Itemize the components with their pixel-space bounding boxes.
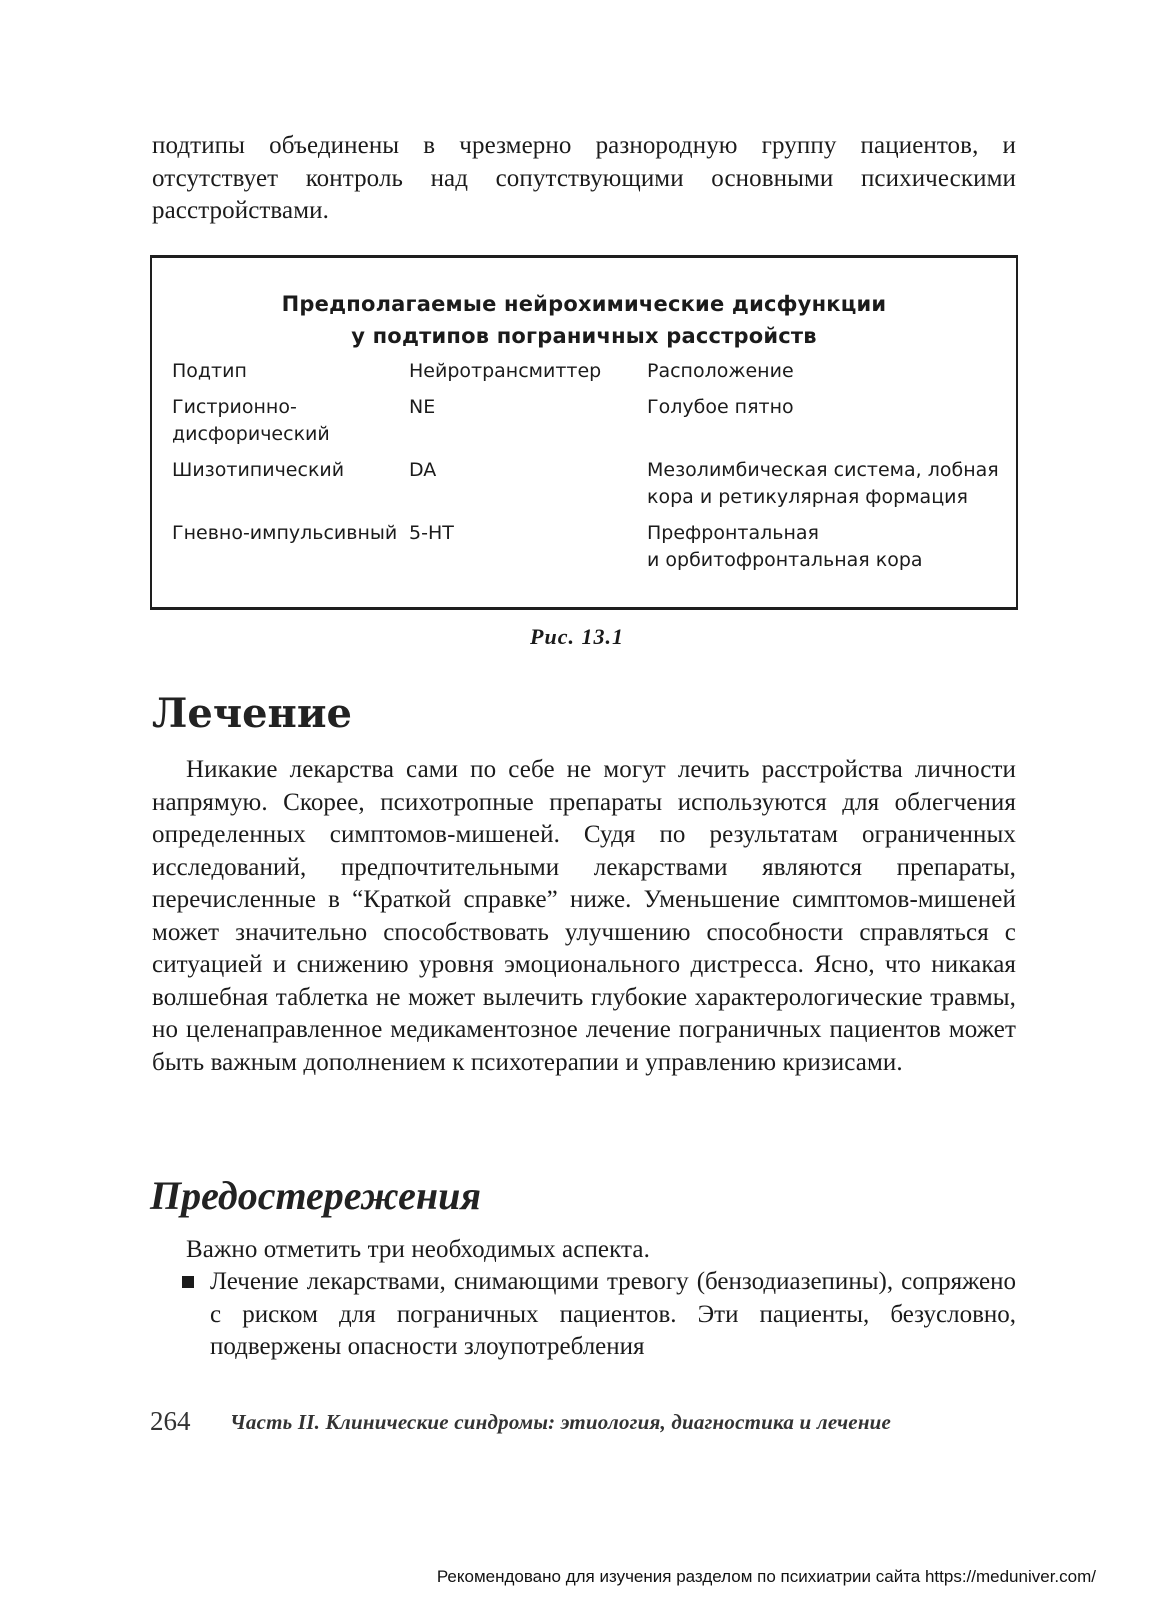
figure-title xyxy=(152,288,1016,352)
square-bullet-icon xyxy=(182,1276,194,1288)
table-header-row xyxy=(172,358,1002,394)
cell-subtype: Шизотипический xyxy=(172,459,345,481)
heading-treatment: Лечение xyxy=(152,690,352,737)
bullet-item: Лечение лекарствами, снимающими тревогу (бензодиазепины), сопряжено с риском для пограничных пациентов. Эти пациенты, безусловно, подвержены опасности злоупотребления xyxy=(210,1268,1016,1360)
figure-title-line-1: Предполагаемые нейрохимические дисфункции xyxy=(281,292,887,316)
header-neurotransmitter: Нейротрансмиттер xyxy=(409,360,602,382)
treatment-paragraph: Никакие лекарства сами по себе не могут лечить расстройства личности напрямую. Скорее, психотропные препараты используются для облегчения определенных симптомов-мишеней. Судя по результатам ограниченных исследований, предпочтительными лекарствами являются препараты, перечисленные в “Краткой справке” ниже. Уменьшение симптомов-мишеней может значительно способствовать улучшению способности справляться с ситуацией и снижению уровня эмоционального дистресса. Ясно, что никакая волшебная таблетка не может вылечить глубокие характерологические травмы, но целенаправленное медикаментозное лечение пограничных пациентов может быть важным дополнением к психотерапии и управлению кризисами. xyxy=(152,756,1016,1076)
cell-neurotransmitter: DA xyxy=(409,459,437,481)
header-location: Расположение xyxy=(647,360,794,382)
table-row xyxy=(172,457,1002,520)
figure-title-line-2: у подтипов пограничных расстройств xyxy=(351,324,817,348)
running-head: Часть II. Клинические синдромы: этиология, диагностика и лечение xyxy=(230,1410,892,1434)
watermark-text: Рекомендовано для изучения разделом по психиатрии сайта https://meduniver.com/ xyxy=(436,1567,1096,1586)
cell-location: Префронтальная и орбитофронтальная кора xyxy=(647,522,923,571)
cell-neurotransmitter: NE xyxy=(409,396,436,418)
figure-box xyxy=(150,255,1018,610)
table-row xyxy=(172,394,1002,457)
heading-warnings: Предостережения xyxy=(150,1173,481,1218)
warnings-intro: Важно отметить три необходимых аспекта. xyxy=(186,1236,650,1263)
cell-neurotransmitter: 5-HT xyxy=(409,522,454,544)
figure-caption: Рис. 13.1 xyxy=(530,624,624,649)
neurochemical-table xyxy=(172,358,1002,583)
cell-subtype: Гистрионно- дисфорический xyxy=(172,396,330,445)
header-subtype: Подтип xyxy=(172,360,247,382)
table-row xyxy=(172,520,1002,583)
cell-location: Мезолимбическая система, лобная кора и ретикулярная формация xyxy=(647,459,999,508)
page-number: 264 xyxy=(150,1406,191,1436)
cell-location: Голубое пятно xyxy=(647,396,794,418)
cell-subtype: Гневно-импульсивный xyxy=(172,522,398,544)
intro-paragraph: подтипы объединены в чрезмерно разнородную группу пациентов, и отсутствует контроль над сопутствующими основными психическими расстройствами. xyxy=(152,132,1016,224)
